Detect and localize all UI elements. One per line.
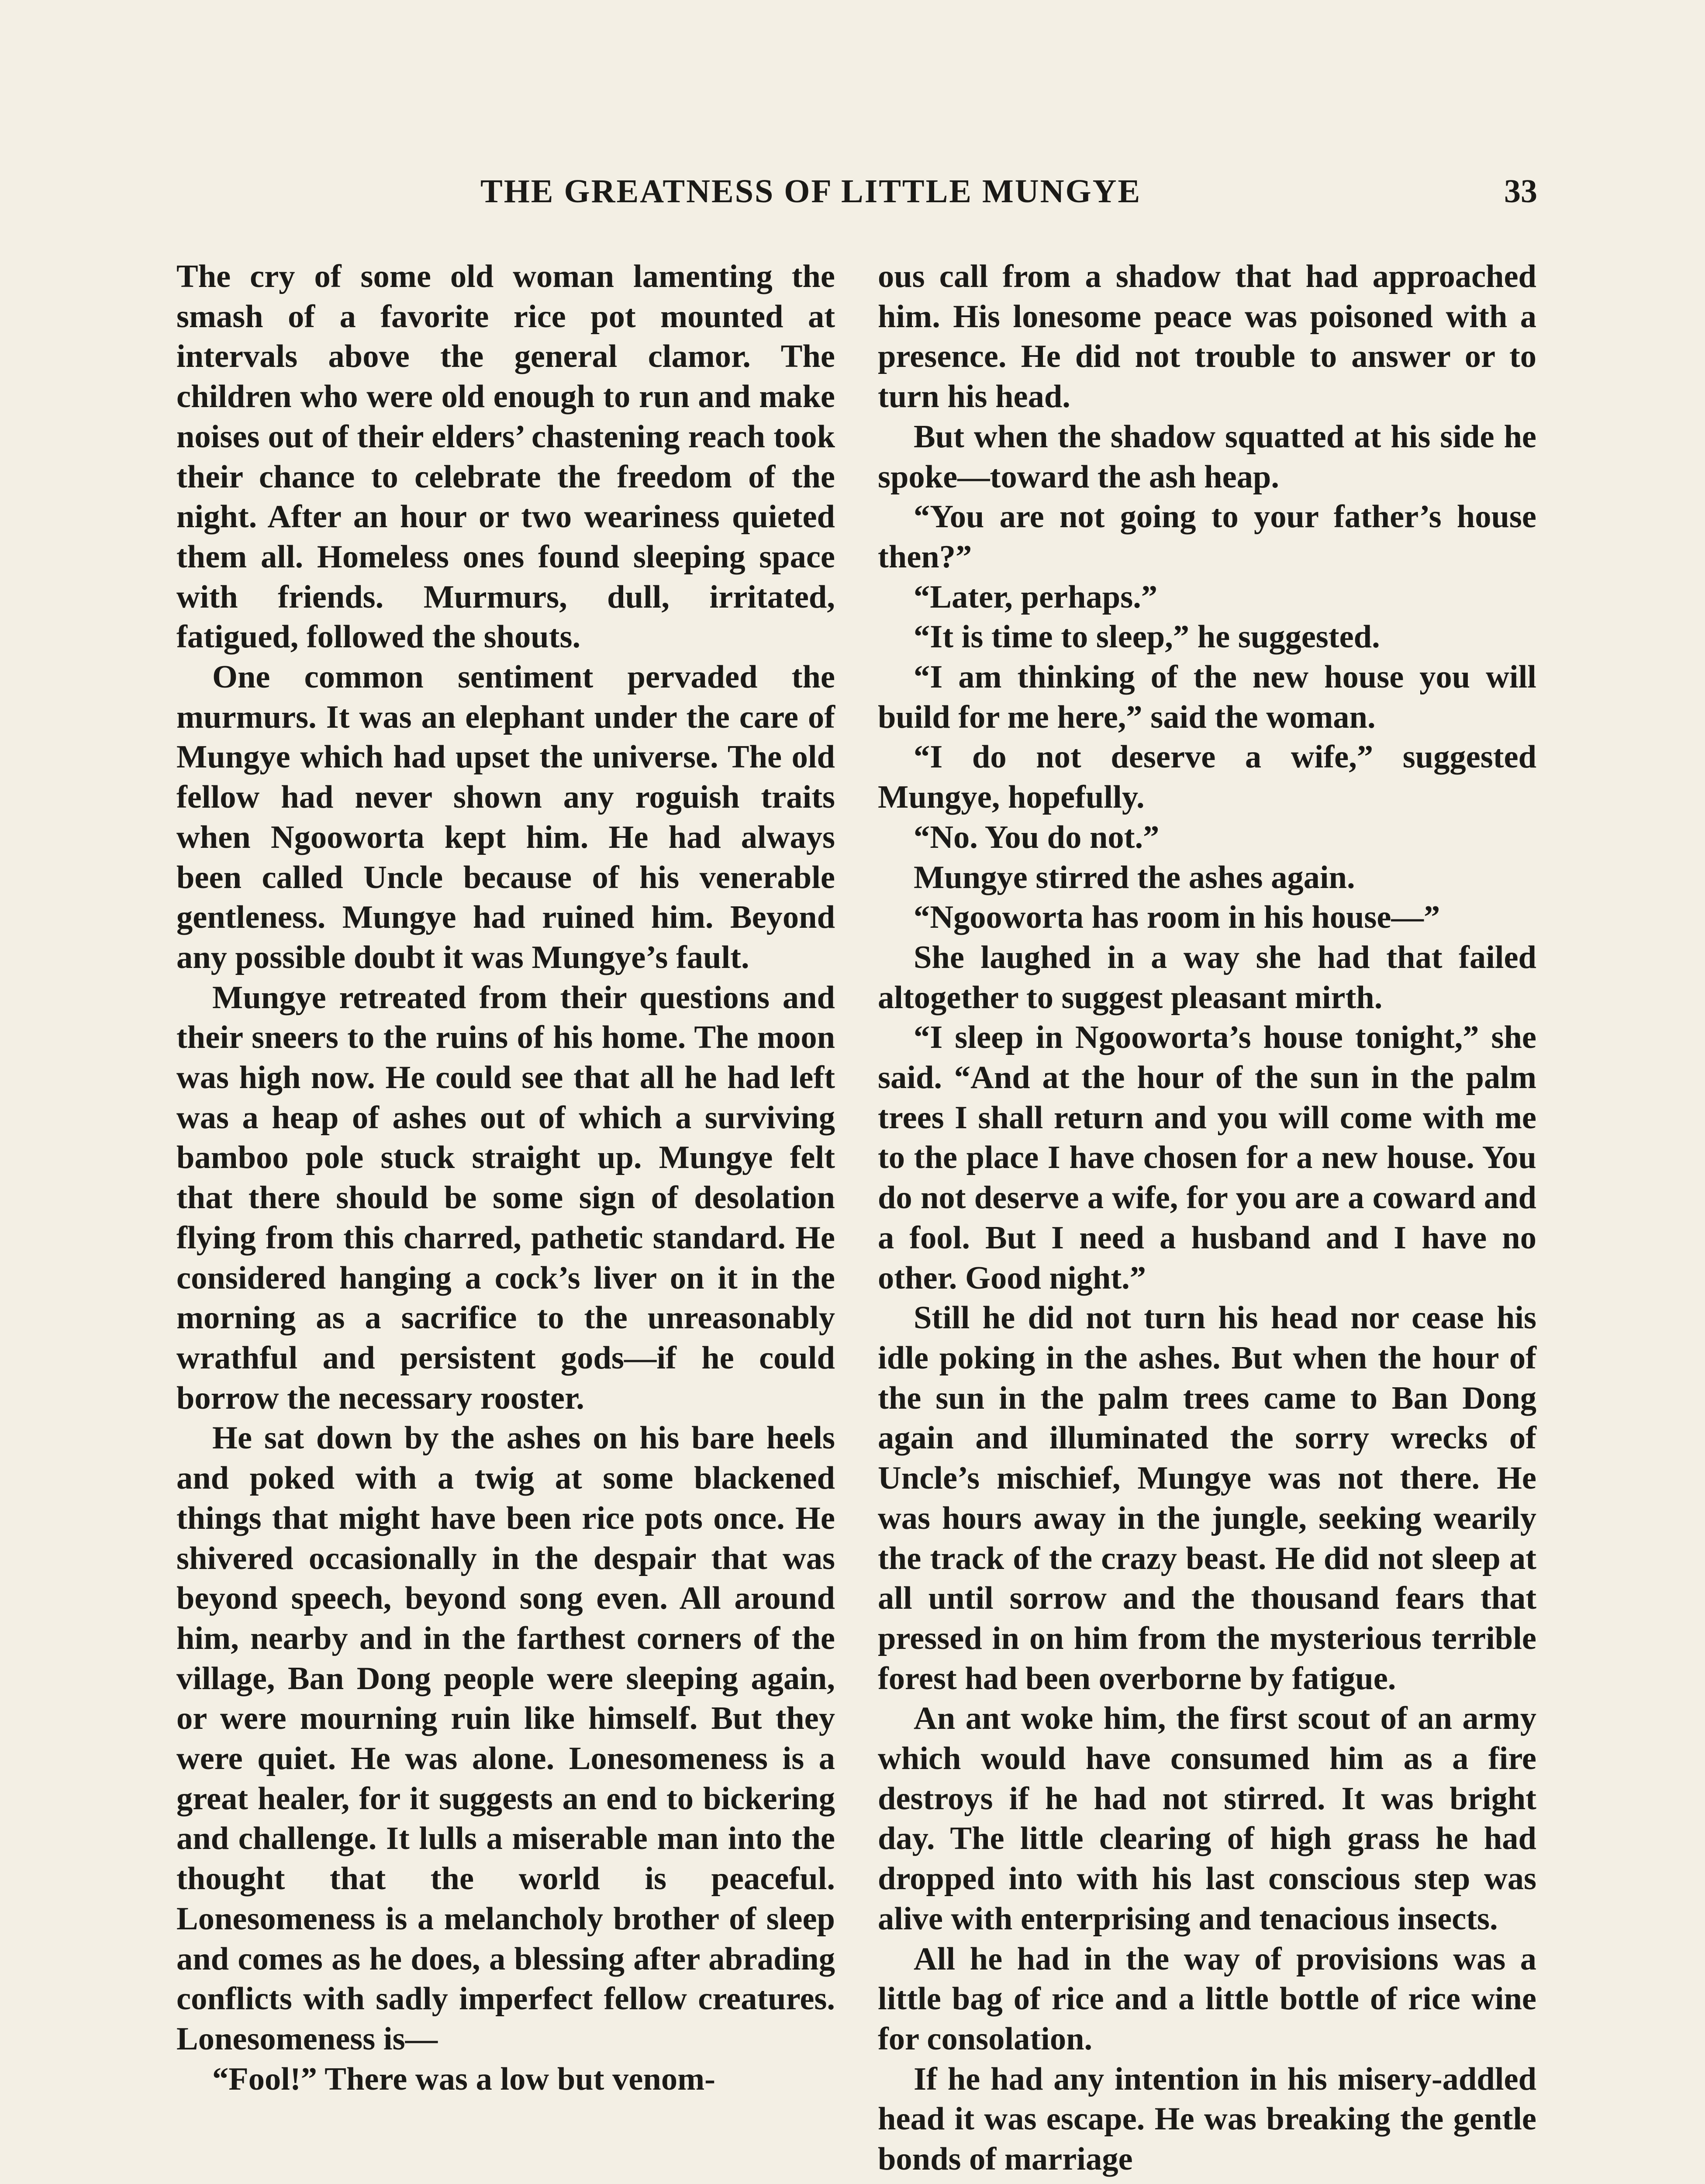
paragraph: The cry of some old woman lamenting the smash of a favorite rice pot mounted at intervals above the general clamor. The children who were old enough to run and make noises out of their elders’ chastening reach took their chance to celebrate the freedom of the night. After an hour or two weariness quieted them all. Homeless ones found sleeping space with friends. Murmurs, dull, irritated, fatigued, followed the shouts. <box>176 259 835 655</box>
paragraph: “Ngooworta has room in his house—” <box>914 899 1440 936</box>
paragraph: “I sleep in Ngooworta’s house tonight,” she said. “And at the hour of the sun in the palm trees I shall return and you will come with me to the place I have chosen for a new house. You do not deserve a wife, for you are a coward and a fool. But I need a husband and I have no other. Good night.” <box>878 1019 1536 1296</box>
right-text-column <box>878 257 1536 2180</box>
paragraph: “It is time to sleep,” he suggested. <box>914 619 1380 655</box>
paragraph: Mungye stirred the ashes again. <box>914 859 1355 895</box>
paragraph: He sat down by the ashes on his bare heels and poked with a twig at some blackened things that might have been rice pots once. He shivered occasionally in the despair that was beyond speech, beyond song even. All around him, nearby and in the farthest corners of the village, Ban Dong people were sleeping again, or were mourning ruin like himself. But they were quiet. He was alone. Lonesomeness is a great healer, for it suggests an end to bickering and challenge. It lulls a miserable man into the thought that the world is peaceful. Lonesomeness is a melancholy brother of sleep and comes as he does, a blessing after abrading conflicts with sadly imperfect fellow creatures. Lonesomeness is— <box>176 1420 835 2057</box>
paragraph: “I am thinking of the new house you will build for me here,” said the woman. <box>878 659 1536 735</box>
page-number: 33 <box>1504 173 1537 210</box>
paragraph: Still he did not turn his head nor cease his idle poking in the ashes. But when the hour of the sun in the palm trees came to Ban Dong again and illuminated the sorry wrecks of Uncle’s mischief, Mungye was not there. He was hours away in the jungle, seeking wearily the track of the crazy beast. He did not sleep at all until sorrow and the thousand fears that pressed in on him from the mysterious terrible forest had been overborne by fatigue. <box>878 1300 1536 1697</box>
paragraph: One common sentiment pervaded the murmurs. It was an elephant under the care of Mungye which had upset the universe. The old fellow had never shown any roguish traits when Ngooworta kept him. He had always been called Uncle because of his venerable gentleness. Mungye had ruined him. Beyond any possible doubt it was Mungye’s fault. <box>176 659 835 975</box>
left-text-column <box>176 257 835 2099</box>
paragraph: But when the shadow squatted at his side he spoke—toward the ash heap. <box>878 418 1536 495</box>
paragraph: “I do not deserve a wife,” suggested Mungye, hopefully. <box>878 739 1536 816</box>
running-head <box>175 173 1537 216</box>
paragraph: “Later, perhaps.” <box>914 579 1158 615</box>
running-title: THE GREATNESS OF LITTLE MUNGYE <box>480 173 1142 210</box>
paragraph: All he had in the way of provisions was a little bag of rice and a little bottle of rice wine for consolation. <box>878 1941 1536 2057</box>
paragraph: If he had any intention in his misery-addled head it was escape. He was breaking the gentle bonds of marriage <box>878 2061 1536 2177</box>
paragraph: Mungye retreated from their questions and their sneers to the ruins of his home. The moon was high now. He could see that all he had left was a heap of ashes out of which a surviving bamboo pole stuck straight up. Mungye felt that there should be some sign of desolation flying from this charred, pathetic standard. He considered hanging a cock’s liver on it in the morning as a sacrifice to the unreasonably wrathful and persistent gods—if he could borrow the necessary rooster. <box>176 979 835 1416</box>
paragraph: ous call from a shadow that had approached him. His lonesome peace was poisoned with a presence. He did not trouble to answer or to turn his head. <box>878 259 1536 415</box>
paragraph: “Fool!” There was a low but venom- <box>212 2061 715 2097</box>
paragraph: She laughed in a way she had that failed altogether to suggest pleasant mirth. <box>878 939 1536 1016</box>
paragraph: “No. You do not.” <box>914 819 1160 855</box>
paragraph: “You are not going to your father’s house then?” <box>878 499 1536 575</box>
paragraph: An ant woke him, the first scout of an army which would have consumed him as a fire destroys if he had not stirred. It was bright day. The little clearing of high grass he had dropped into with his last conscious step was alive with enterprising and tenacious insects. <box>878 1700 1536 1937</box>
